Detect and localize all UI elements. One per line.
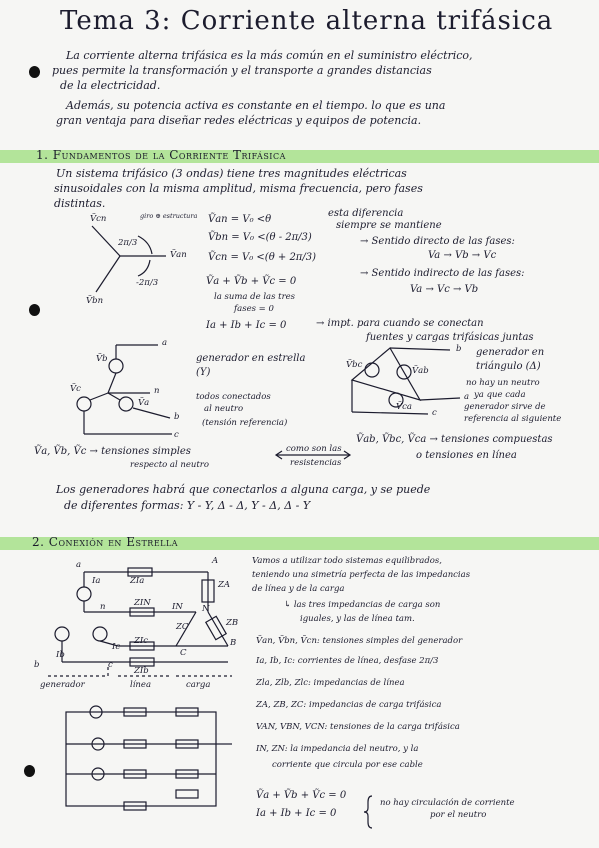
circuit-current-Ia: Ia — [92, 576, 101, 586]
intro-line-1: La corriente alterna trifásica es la más común en el suministro eléctrico, — [66, 49, 473, 62]
circuit-Zlb: ZIb — [134, 666, 149, 676]
section1-body-3: distintas. — [54, 197, 106, 210]
label-linea: línea — [130, 680, 152, 690]
label-generador: generador — [40, 680, 85, 690]
bullet-3: Zla, Zlb, Zlc: impedancias de línea — [256, 678, 405, 688]
bullet-6: IN, ZN: la impedancia del neutro, y la — [256, 744, 419, 754]
circuit-ZIN: ZIN — [134, 598, 151, 608]
star-node-b: b — [174, 412, 180, 422]
bullet-1: Ṽan, Ṽbn, Ṽcn: tensiones simples del generador — [256, 636, 463, 646]
delta-src-bc: Ṽbc — [346, 360, 363, 370]
note-7: → impt. para cuando se conectan — [316, 318, 484, 329]
star-node-a: a — [162, 338, 168, 348]
section1-body-1: Un sistema trifásico (3 ondas) tiene tres magnitudes eléctricas — [56, 167, 407, 180]
delta-note-3: generador sirve de — [464, 402, 546, 412]
final-eq-1: Ṽa + Ṽb + Ṽc = 0 — [256, 790, 347, 801]
equation-3: Ṽcn = V₀ <(θ + 2π/3) — [208, 252, 317, 263]
phasor-label-angle2: -2π/3 — [136, 278, 159, 288]
section2-body-4: ↳ las tres impedancias de carga son — [284, 600, 441, 610]
middle-note-1: como son las — [286, 444, 342, 454]
intro-line-4: Además, su potencia activa es constante en el tiempo. lo que es una — [66, 99, 446, 112]
intro-line-2: pues permite la transformación y el transporte a grandes distancias — [52, 64, 432, 77]
bullet-5: VAN, VBN, VCN: tensiones de la carga trifásica — [256, 722, 460, 732]
star-src-b: Ṽb — [96, 354, 108, 364]
equation-4: Ṽa + Ṽb + Ṽc = 0 — [206, 276, 297, 287]
phasor-label-giro: giro ⊕ estructura — [140, 212, 198, 220]
star-label: generador en estrella (Y) — [196, 353, 306, 378]
equation-5: Ia + Ib + Ic = 0 — [206, 320, 287, 331]
phasor-label-vbn: Ṽbn — [86, 296, 104, 306]
note-6: Va → Vc → Vb — [410, 284, 479, 295]
delta-src-ca: Ṽca — [396, 402, 412, 412]
delta-note-2: ya que cada — [474, 390, 526, 400]
delta-node-c: c — [432, 408, 437, 418]
closing-line-2: de diferentes formas: Y - Y, Δ - Δ, Y - Δ, Δ - Y — [64, 499, 311, 512]
circuit-Zlc: ZIc — [134, 636, 149, 646]
delta-node-a: a — [464, 392, 470, 402]
circuit-ZC: ZC — [176, 622, 189, 632]
final-note-2: por el neutro — [430, 810, 487, 820]
bottom-right-note-1: Ṽab, Ṽbc, Ṽca → tensiones compuestas — [356, 434, 553, 445]
equation-note-2: fases = 0 — [234, 304, 274, 314]
bullet-7: corriente que circula por ese cable — [272, 760, 423, 770]
circuit-node-n: n — [100, 602, 106, 612]
label-carga: carga — [186, 680, 211, 690]
circuit-node-b: b — [34, 660, 40, 670]
circuit-ZA: ZA — [218, 580, 231, 590]
note-5: → Sentido indirecto de las fases: — [360, 268, 525, 279]
bottom-right-note-2: o tensiones en línea — [416, 450, 517, 461]
note-8: fuentes y cargas trifásicas juntas — [366, 332, 534, 343]
circuit-node-c: c — [108, 660, 113, 670]
star-note-1: todos conectados — [196, 392, 271, 402]
star-node-c: c — [174, 430, 179, 440]
closing-line-1: Los generadores habrá que conectarlos a alguna carga, y se puede — [56, 483, 431, 496]
star-src-c: Ṽc — [70, 384, 81, 394]
phasor-label-vcn: Ṽcn — [90, 214, 107, 224]
section1-heading: 1. Fundamentos de la Corriente Trifásica — [36, 148, 286, 162]
delta-label: generador en triángulo (Δ) — [476, 347, 545, 372]
delta-src-ab: Ṽab — [412, 366, 429, 376]
intro-line-5: gran ventaja para diseñar redes eléctricas y equipos de potencia. — [56, 114, 422, 127]
circuit-node-C: C — [180, 648, 187, 658]
circuit-current-Ib: Ib — [56, 650, 65, 660]
note-4: Va → Vb → Vc — [428, 250, 497, 261]
star-node-n: n — [154, 386, 160, 396]
section1-body-2: sinusoidales con la misma amplitud, misma frecuencia, pero fases — [54, 182, 423, 195]
circuit-current-Ic: Ic — [112, 642, 121, 652]
star-src-a: Ṽa — [138, 398, 150, 408]
circuit-current-IN: IN — [172, 602, 183, 612]
intro-line-3: de la electricidad. — [60, 79, 161, 92]
section2-heading: 2. Conexión en Estrella — [32, 535, 179, 549]
equation-1: Ṽan = V₀ <θ — [208, 214, 272, 225]
bottom-left-note-1: Ṽa, Ṽb, Ṽc → tensiones simples — [34, 446, 191, 457]
note-3: → Sentido directo de las fases: — [360, 236, 515, 247]
circuit-node-A: A — [212, 556, 219, 566]
phasor-label-van: Ṽan — [170, 250, 187, 260]
middle-note-2: resistencias — [290, 458, 342, 468]
section2-body-3: de línea y de la carga — [252, 584, 345, 594]
equation-2: Ṽbn = V₀ <(θ - 2π/3) — [208, 232, 312, 243]
delta-note-1: no hay un neutro — [466, 378, 540, 388]
note-1: esta diferencia — [328, 208, 404, 219]
circuit-node-N: N — [202, 604, 210, 614]
section2-body-2: teniendo una simetría perfecta de las impedancias — [252, 570, 471, 580]
equation-note-1: la suma de las tres — [214, 292, 296, 302]
page-title: Tema 3: Corriente alterna trifásica — [60, 6, 554, 36]
section2-body-5: iguales, y las de línea tam. — [300, 614, 415, 624]
final-note-1: no hay circulación de corriente — [380, 798, 515, 808]
phasor-label-angle1: 2π/3 — [118, 238, 138, 248]
star-note-3: (tensión referencia) — [202, 418, 288, 428]
circuit-ZB: ZB — [226, 618, 239, 628]
bullet-2: Ia, Ib, Ic: corrientes de línea, desfase 2π/3 — [256, 656, 439, 666]
bullet-4: ZA, ZB, ZC: impedancias de carga trifásica — [256, 700, 442, 710]
circuit-node-a: a — [76, 560, 82, 570]
delta-node-b: b — [456, 344, 462, 354]
star-note-2: al neutro — [204, 404, 244, 414]
note-2: siempre se mantiene — [336, 220, 442, 231]
circuit-node-B: B — [230, 638, 237, 648]
bottom-left-note-2: respecto al neutro — [130, 460, 209, 470]
section2-body-1: Vamos a utilizar todo sistemas equilibrados, — [252, 556, 442, 566]
final-eq-2: Ia + Ib + Ic = 0 — [256, 808, 337, 819]
circuit-Zla: ZIa — [130, 576, 145, 586]
delta-note-4: referencia al siguiente — [464, 414, 562, 424]
